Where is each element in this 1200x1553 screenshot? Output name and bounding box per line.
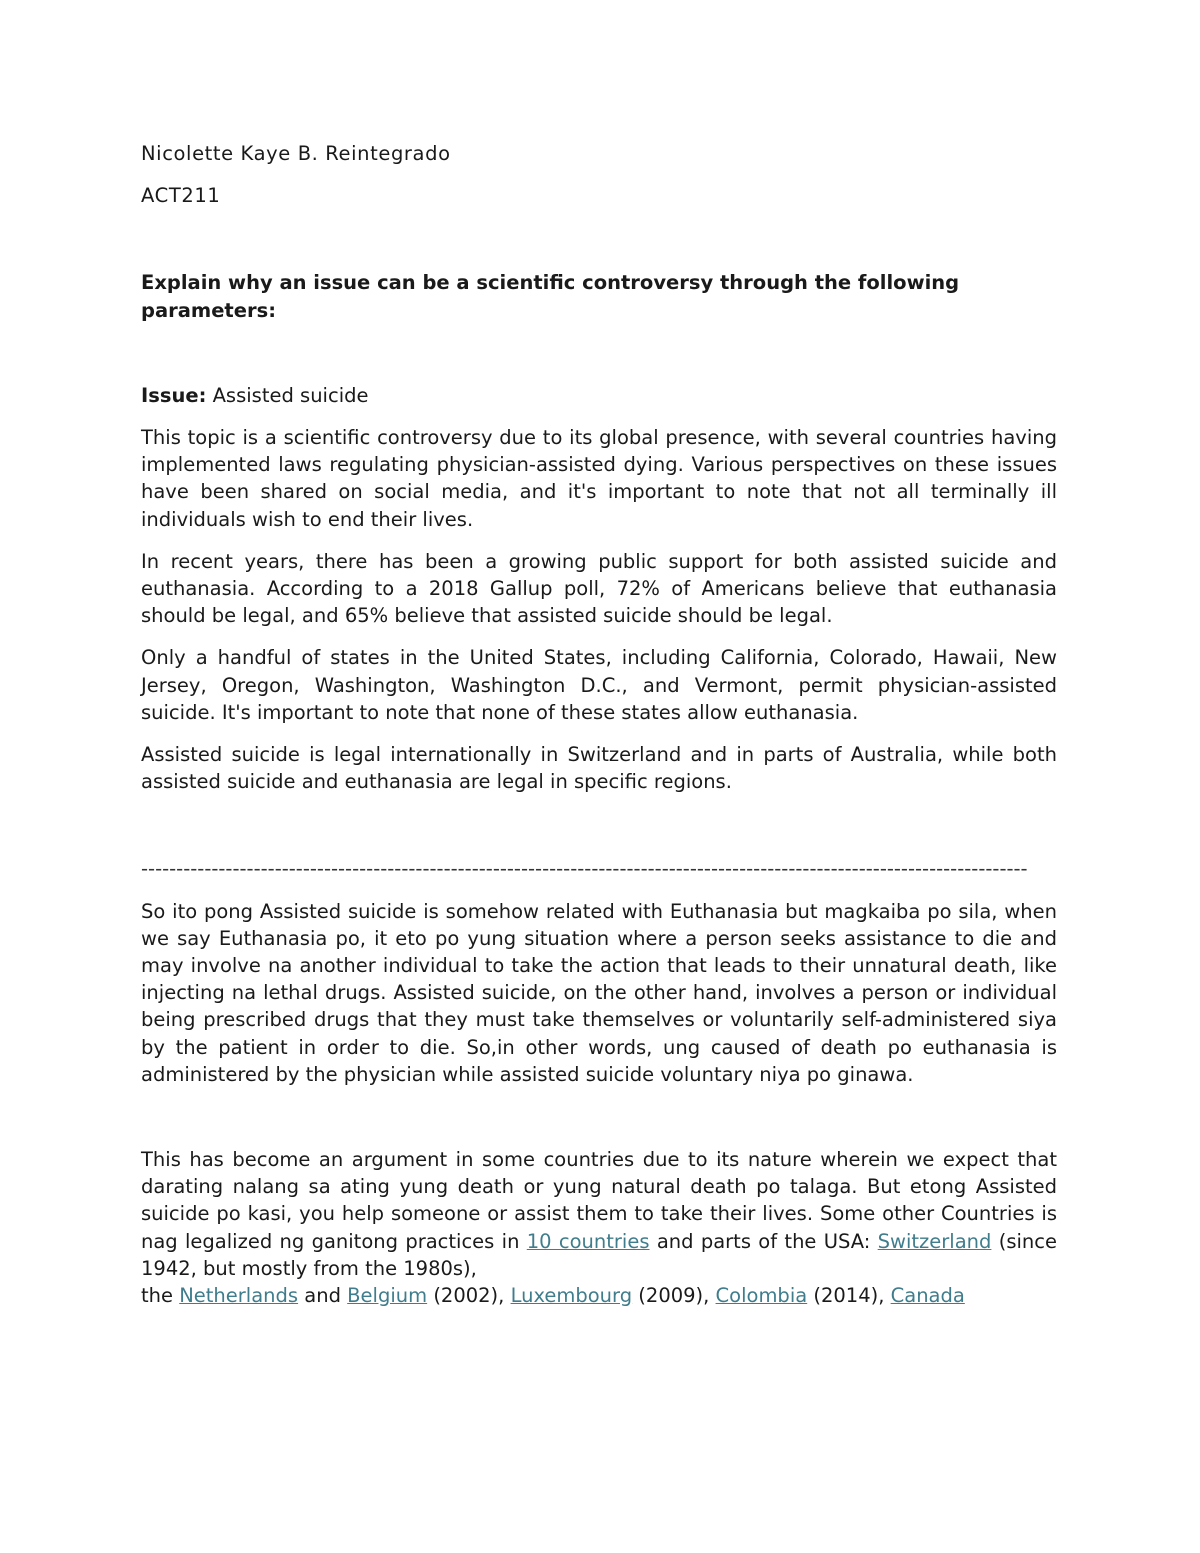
author-name: Nicolette Kaye B. Reintegrado	[141, 142, 451, 165]
text: (since 1942, but mostly from the 1980s),	[141, 1229, 1057, 1280]
final-paragraph-cont	[141, 1282, 1057, 1309]
prompt-heading: Explain why an issue can be a scientific controversy through the following parameters:	[141, 271, 960, 322]
divider-line: ------------------------------------------------------------------------------------------------------------------------------	[141, 857, 1028, 881]
link-luxembourg[interactable]: Luxembourg	[510, 1284, 633, 1308]
text: and	[298, 1284, 348, 1308]
text: the	[141, 1284, 180, 1308]
text: (2009),	[632, 1284, 716, 1308]
final-paragraph	[141, 1146, 1057, 1282]
paragraph: In recent years, there has been a growing public support for both assisted suicide and euthanasia. According to a 2018 Gallup poll, 72% of Americans believe that euthanasia should be legal, and 65% believe that assisted suicide should be legal.	[141, 549, 1057, 628]
link-belgium[interactable]: Belgium	[347, 1284, 428, 1308]
issue-label: Issue:	[141, 383, 207, 407]
issue-line	[141, 382, 1057, 409]
link-switzerland[interactable]: Switzerland	[877, 1229, 992, 1253]
link-10-countries[interactable]: 10 countries	[526, 1229, 650, 1253]
paragraph: Only a handful of states in the United States, including California, Colorado, Hawaii, New Jersey, Oregon, Washington, Washington D.C., and Vermont, permit physician-assisted suicide. It's important to note that none of these states allow euthanasia.	[141, 646, 1057, 724]
text: (2014),	[807, 1284, 891, 1308]
text: This has become an argument in some countries due to its nature wherein we expect that darating nalang sa ating yung death or yung natural death po talaga. But etong Assisted suicide po kasi, you help someone or assist them to take their lives. Some other Countries is nag legalized ng ganitong practices in	[141, 1148, 1057, 1253]
text: (2002),	[427, 1284, 511, 1308]
text: and parts of the USA:	[649, 1229, 878, 1253]
document-page	[141, 140, 1057, 1309]
issue-value: Assisted suicide	[212, 383, 369, 407]
link-netherlands[interactable]: Netherlands	[179, 1284, 299, 1308]
link-colombia[interactable]: Colombia	[715, 1284, 808, 1308]
paragraph: This topic is a scientific controversy due to its global presence, with several countries having implemented laws regulating physician-assisted dying. Various perspectives on these issues have been shared on social media, and it's important to note that not all terminally ill individuals wish to end their lives.	[141, 426, 1057, 531]
link-canada[interactable]: Canada	[890, 1284, 965, 1308]
course-code: ACT211	[141, 184, 221, 208]
tagalog-paragraph: So ito pong Assisted suicide is somehow related with Euthanasia but magkaiba po sila, when we say Euthanasia po, it eto po yung situation where a person seeks assistance to die and may involve na another individual to take the action that leads to their unnatural death, like injecting na lethal drugs. Assisted suicide, on the other hand, involves a person or individual being prescribed drugs that they must take themselves or voluntarily self-administered siya by the patient in order to die. So,in other words, ung caused of death po euthanasia is administered by the physician while assisted suicide voluntary niya po ginawa.	[141, 899, 1057, 1086]
paragraph: Assisted suicide is legal internationally in Switzerland and in parts of Australia, while both assisted suicide and euthanasia are legal in specific regions.	[141, 743, 1057, 794]
